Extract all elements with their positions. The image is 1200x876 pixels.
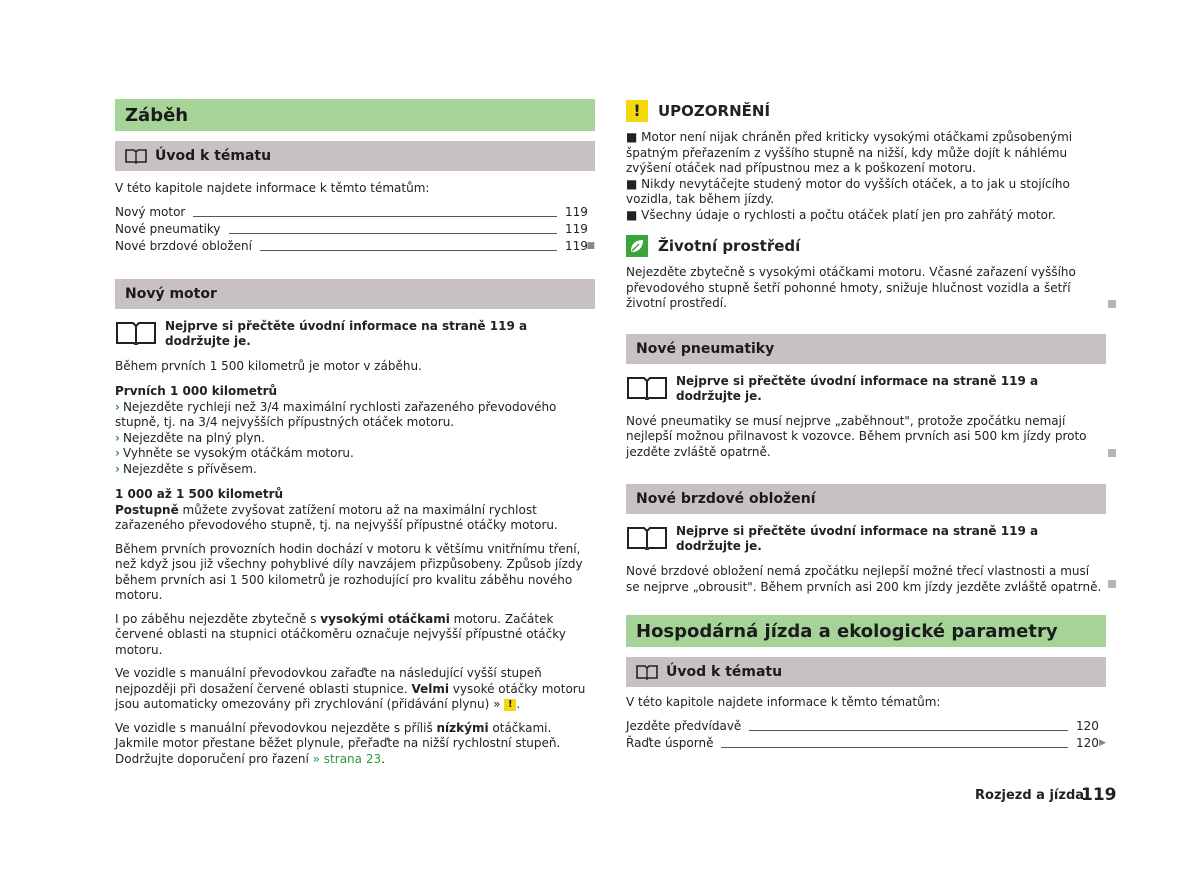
list-item: ■ Všechny údaje o rychlosti a počtu otáček platí jen pro zahřátý motor. bbox=[626, 207, 1056, 222]
paragraph-treni: Během prvních provozních hodin dochází v motoru k většímu vnitřnímu tření, než když jsou již všechny pohyblivé díly navzájem přizpůsobeny. Způsob jízdy během prvních asi 1 500 kilometrů je rozhodující pro kvalitu záběhu nového motoru. bbox=[115, 541, 583, 602]
toc-leader bbox=[721, 747, 1068, 748]
chevron-right-icon: › bbox=[115, 430, 120, 445]
open-book-icon bbox=[636, 664, 658, 680]
list-item: › Vyhněte se vysokým otáčkám motoru. bbox=[115, 446, 354, 460]
subsection-header-pneumatiky bbox=[626, 334, 1106, 364]
paragraph-postupne: Postupně můžete zvyšovat zatížení motoru až na maximální rychlost zařazeného převodového stupně, tj. na nejvyšší přípustné otáčky motoru. bbox=[115, 502, 558, 532]
manual-book-icon bbox=[626, 524, 668, 550]
page-number: 119 bbox=[1081, 785, 1117, 805]
environment-header bbox=[626, 234, 1106, 258]
section-title-zabeh: Záběh bbox=[115, 99, 595, 131]
warning-header bbox=[626, 99, 1106, 123]
manual-book-icon bbox=[115, 319, 157, 345]
page-link-strana-23[interactable]: » strana 23 bbox=[312, 751, 382, 766]
bullet-list bbox=[115, 400, 595, 478]
warning-icon: ! bbox=[626, 100, 648, 122]
subheading-1000-1500: 1 000 až 1 500 kilometrů bbox=[115, 487, 284, 501]
chevron-right-icon: › bbox=[115, 399, 120, 414]
read-first-text: Nejprve si přečtěte úvodní informace na straně 119 a dodržujte je. bbox=[676, 373, 1039, 403]
end-square-icon: ■ bbox=[586, 240, 595, 251]
list-item: › Nejezděte rychleji než 3/4 maximální rychlosti zařazeného převodového stupně, tj. na 3/4 nejvyšších přípustných otáček motoru. bbox=[115, 399, 557, 429]
read-first-text: Nejprve si přečtěte úvodní informace na straně 119 a dodržujte je. bbox=[676, 524, 1039, 553]
toc-intro: V této kapitole najdete informace k těmto tématům: bbox=[115, 181, 430, 195]
toc-item-radte-usporne[interactable] bbox=[626, 735, 1106, 752]
toc-label: Nové brzdové obložení bbox=[115, 238, 252, 253]
environment-title: Životní prostředí bbox=[658, 237, 801, 255]
warning-title: UPOZORNĚNÍ bbox=[658, 102, 771, 120]
paragraph-zabeh-info: Během prvních 1 500 kilometrů je motor v záběhu. bbox=[115, 358, 422, 373]
subsection-header-novy-motor bbox=[115, 279, 595, 309]
open-book-icon bbox=[125, 148, 147, 164]
read-first-note bbox=[626, 374, 1106, 404]
paragraph-brzdy: Nové brzdové obložení nemá zpočátku nejlepší možné třecí vlastnosti a musí se nejprve „obrousit". Během prvních asi 200 km jízdy jezděte zvláště opatrně. bbox=[626, 564, 1102, 594]
toc-label: Jezděte předvídavě bbox=[626, 718, 742, 733]
end-square-icon bbox=[1108, 300, 1116, 308]
paragraph-vysoke-otacky: I po záběhu nejezděte zbytečně s vysokými otáčkami motoru. Začátek červené oblasti na stupnici otáčkoměru označuje nejvyšší přípustné otáčky motoru. bbox=[115, 611, 566, 657]
subsection-title: Nové pneumatiky bbox=[636, 340, 775, 357]
subsection-title: Nový motor bbox=[125, 285, 217, 302]
read-first-note bbox=[115, 319, 595, 349]
toc-item-novy-motor[interactable] bbox=[115, 204, 595, 221]
toc-leader bbox=[749, 730, 1068, 731]
manual-book-icon bbox=[626, 374, 668, 400]
toc-page: 119 bbox=[565, 238, 588, 253]
list-item: › Nejezděte na plný plyn. bbox=[115, 430, 265, 445]
warning-list bbox=[626, 130, 1106, 223]
list-item: ■ Motor není nijak chráněn před kriticky vysokými otáčkami způsobenými špatným přeřazením z vyššího stupně na nižší, kdy může dojít k náhlému zvýšení otáček nad přípustnou mez a k poškození motoru. bbox=[626, 130, 1073, 175]
end-square-icon bbox=[1108, 449, 1116, 457]
subsection-title: Úvod k tématu bbox=[155, 148, 272, 164]
paragraph-manualni-prevodovka: Ve vozidle s manuální převodovkou zařaďte na následující vyšší stupeň nejpozději při dosažení červené oblasti stupnice. Velmi vysoké otáčky motoru jsou automaticky omezovány při zrychlování (přidávání plynu) » ! . bbox=[115, 666, 586, 711]
toc-item-nove-brzdove[interactable] bbox=[115, 238, 595, 255]
paragraph-nizke-otacky: Ve vozidle s manuální převodovkou nejezděte s příliš nízkými otáčkami. Jakmile motor přestane běžet plynule, přeřaďte na nižší rychlostní stupeň. Dodržujte doporučení pro řazení » strana 23. bbox=[115, 720, 561, 766]
list-item: ■ Nikdy nevytáčejte studený motor do vyšších otáček, a to jak u stojícího vozidla, tak během jízdy. bbox=[626, 176, 1070, 206]
subheading-first-1000: Prvních 1 000 kilometrů bbox=[115, 384, 278, 398]
subsection-title: Úvod k tématu bbox=[666, 664, 783, 680]
list-item: › Nejezděte s přívěsem. bbox=[115, 461, 257, 476]
end-square-icon bbox=[1108, 580, 1116, 588]
toc-page: 120 bbox=[1076, 735, 1099, 750]
toc-page: 119 bbox=[565, 221, 588, 236]
subsection-header-brzdy bbox=[626, 484, 1106, 514]
toc-page: 120 bbox=[1076, 718, 1099, 733]
toc-list bbox=[115, 204, 595, 255]
continue-arrow-icon: ▶ bbox=[1099, 737, 1106, 748]
toc-list bbox=[626, 718, 1106, 752]
toc-label: Nové pneumatiky bbox=[115, 221, 221, 236]
toc-item-nove-pneumatiky[interactable] bbox=[115, 221, 595, 238]
toc-leader bbox=[193, 216, 557, 217]
section-title-hospodarna: Hospodárná jízda a ekologické parametry bbox=[626, 615, 1106, 647]
subsection-title: Nové brzdové obložení bbox=[636, 491, 816, 507]
warning-icon[interactable]: ! bbox=[504, 699, 516, 711]
subsection-header-uvod bbox=[115, 141, 595, 171]
toc-item-jezdete-predvidave[interactable] bbox=[626, 718, 1106, 735]
environment-text: Nejezděte zbytečně s vysokými otáčkami motoru. Včasné zařazení vyššího převodového stupně šetří pohonné hmoty, snižuje hlučnost vozidla a šetří životní prostředí. bbox=[626, 265, 1076, 310]
toc-leader bbox=[260, 250, 557, 251]
toc-label: Nový motor bbox=[115, 204, 186, 219]
chevron-right-icon: › bbox=[115, 446, 120, 460]
toc-leader bbox=[229, 233, 557, 234]
subsection-header-uvod2 bbox=[626, 657, 1106, 687]
paragraph-pneumatiky: Nové pneumatiky se musí nejprve „zaběhnout", protože zpočátku nemají nejlepší možnou přilnavost k vozovce. Během prvních asi 500 km jízdy proto jezděte zvláště opatrně. bbox=[626, 413, 1087, 459]
read-first-note bbox=[626, 524, 1106, 554]
read-first-text: Nejprve si přečtěte úvodní informace na straně 119 a dodržujte je. bbox=[165, 318, 528, 348]
toc-label: Řaďte úsporně bbox=[626, 735, 714, 750]
chevron-right-icon: › bbox=[115, 461, 120, 476]
left-column bbox=[115, 99, 595, 767]
right-column bbox=[626, 99, 1106, 752]
footer-section-name: Rozjezd a jízda bbox=[975, 788, 1085, 803]
toc-intro: V této kapitole najdete informace k těmto tématům: bbox=[626, 695, 941, 709]
toc-page: 119 bbox=[565, 204, 588, 219]
leaf-icon bbox=[626, 235, 648, 257]
